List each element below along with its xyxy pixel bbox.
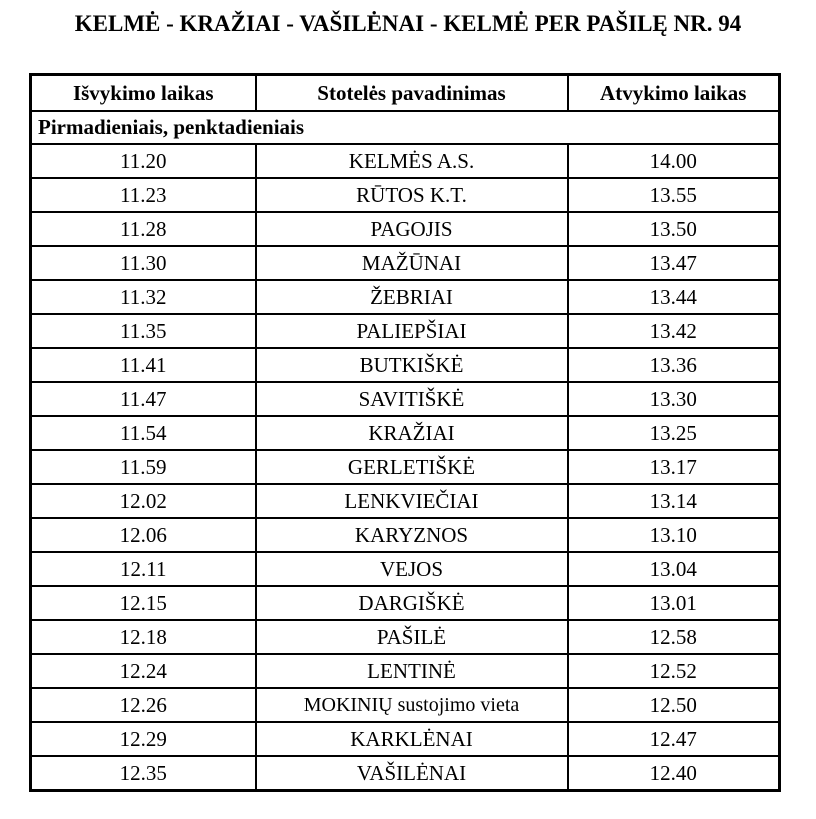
departure-time: 11.28 <box>31 212 256 246</box>
stop-name: KRAŽIAI <box>256 416 568 450</box>
table-row <box>31 314 780 348</box>
arrival-time: 13.25 <box>568 416 780 450</box>
departure-time: 12.18 <box>31 620 256 654</box>
arrival-time: 12.47 <box>568 722 780 756</box>
stop-name: KELMĖS A.S. <box>256 144 568 178</box>
departure-time: 11.35 <box>31 314 256 348</box>
stop-name: PAŠILĖ <box>256 620 568 654</box>
departure-time: 12.26 <box>31 688 256 722</box>
arrival-time: 13.30 <box>568 382 780 416</box>
departure-time: 12.11 <box>31 552 256 586</box>
arrival-time: 13.17 <box>568 450 780 484</box>
stop-name: GERLETIŠKĖ <box>256 450 568 484</box>
arrival-time: 13.50 <box>568 212 780 246</box>
page-title: KELMĖ - KRAŽIAI - VAŠILĖNAI - KELMĖ PER PAŠILĘ NR. 94 <box>74 11 742 36</box>
arrival-time: 13.47 <box>568 246 780 280</box>
schedule-table <box>29 73 781 792</box>
departure-time: 12.06 <box>31 518 256 552</box>
departure-time: 11.47 <box>31 382 256 416</box>
table-row <box>31 552 780 586</box>
table-row <box>31 416 780 450</box>
stop-name: SAVITIŠKĖ <box>256 382 568 416</box>
arrival-time: 12.40 <box>568 756 780 791</box>
table-row <box>31 620 780 654</box>
table-row <box>31 450 780 484</box>
departure-time: 12.15 <box>31 586 256 620</box>
departure-time: 11.32 <box>31 280 256 314</box>
arrival-time: 13.14 <box>568 484 780 518</box>
stop-name: PALIEPŠIAI <box>256 314 568 348</box>
arrival-time: 13.42 <box>568 314 780 348</box>
departure-time: 11.20 <box>31 144 256 178</box>
stop-name: MAŽŪNAI <box>256 246 568 280</box>
table-row <box>31 586 780 620</box>
stop-name: KARKLĖNAI <box>256 722 568 756</box>
arrival-time: 12.58 <box>568 620 780 654</box>
arrival-time: 12.50 <box>568 688 780 722</box>
arrival-time: 13.44 <box>568 280 780 314</box>
stop-name: VEJOS <box>256 552 568 586</box>
table-row <box>31 756 780 791</box>
departure-time: 11.41 <box>31 348 256 382</box>
section-label: Pirmadieniais, penktadieniais <box>31 111 780 144</box>
stop-name: BUTKIŠKĖ <box>256 348 568 382</box>
stop-name: ŽEBRIAI <box>256 280 568 314</box>
header-departure: Išvykimo laikas <box>31 75 256 112</box>
departure-time: 11.54 <box>31 416 256 450</box>
departure-time: 11.23 <box>31 178 256 212</box>
stop-name: LENTINĖ <box>256 654 568 688</box>
stop-name: KARYZNOS <box>256 518 568 552</box>
table-row <box>31 144 780 178</box>
table-row <box>31 246 780 280</box>
arrival-time: 13.55 <box>568 178 780 212</box>
departure-time: 12.35 <box>31 756 256 791</box>
arrival-time: 13.01 <box>568 586 780 620</box>
departure-time: 12.24 <box>31 654 256 688</box>
table-row <box>31 382 780 416</box>
table-row <box>31 688 780 722</box>
table-row <box>31 722 780 756</box>
stop-name: VAŠILĖNAI <box>256 756 568 791</box>
arrival-time: 14.00 <box>568 144 780 178</box>
departure-time: 12.29 <box>31 722 256 756</box>
departure-time: 11.30 <box>31 246 256 280</box>
table-row <box>31 348 780 382</box>
table-row <box>31 654 780 688</box>
stop-name: RŪTOS K.T. <box>256 178 568 212</box>
departure-time: 11.59 <box>31 450 256 484</box>
arrival-time: 13.36 <box>568 348 780 382</box>
table-row <box>31 178 780 212</box>
table-row <box>31 280 780 314</box>
header-arrival: Atvykimo laikas <box>568 75 780 112</box>
stop-name: PAGOJIS <box>256 212 568 246</box>
table-row <box>31 484 780 518</box>
stop-name: MOKINIŲ sustojimo vieta <box>256 688 568 722</box>
table-row <box>31 518 780 552</box>
header-stop-name: Stotelės pavadinimas <box>256 75 568 112</box>
stop-name: LENKVIEČIAI <box>256 484 568 518</box>
table-row <box>31 212 780 246</box>
arrival-time: 13.10 <box>568 518 780 552</box>
stop-name: DARGIŠKĖ <box>256 586 568 620</box>
header-row <box>31 75 780 112</box>
arrival-time: 12.52 <box>568 654 780 688</box>
section-row <box>31 111 780 144</box>
arrival-time: 13.04 <box>568 552 780 586</box>
departure-time: 12.02 <box>31 484 256 518</box>
